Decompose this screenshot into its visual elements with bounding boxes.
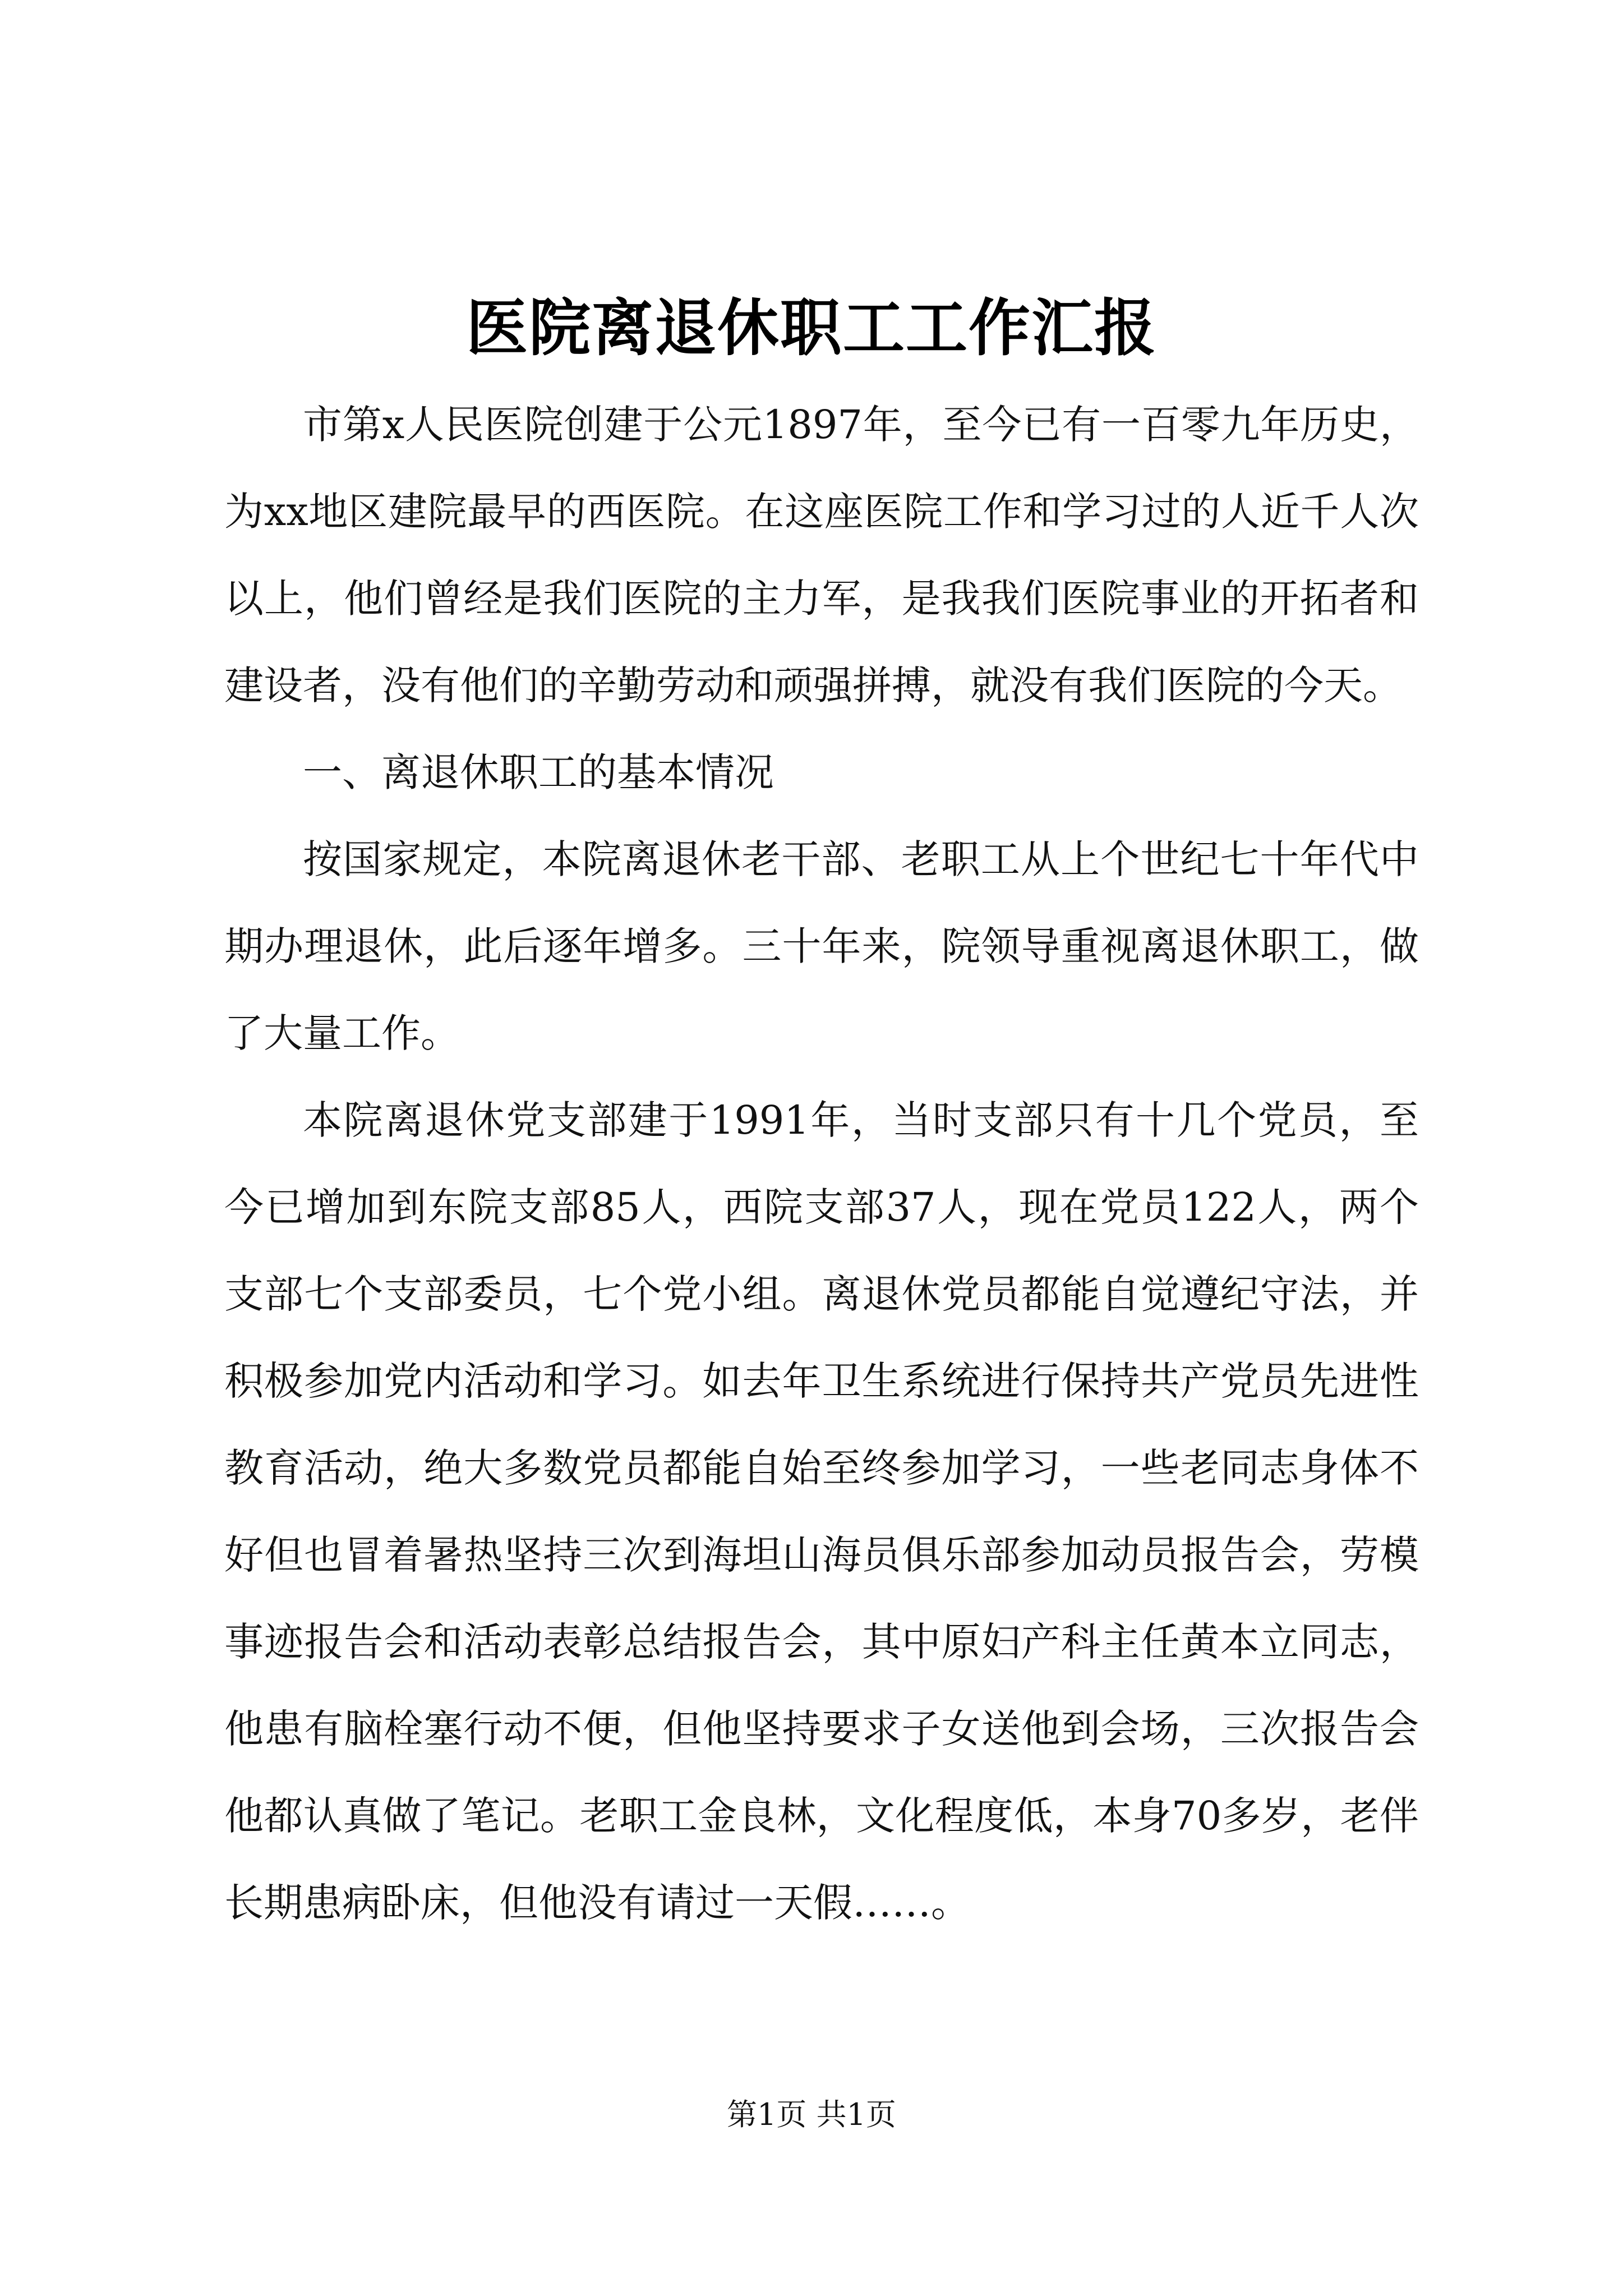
document-body bbox=[224, 381, 1419, 1947]
paragraph-intro: 市第x人民医院创建于公元1897年，至今已有一百零九年历史，为xx地区建院最早的西医院。在这座医院工作和学习过的人近千人次以上，他们曾经是我们医院的主力军，是我我们医院事业的开拓者和建设者，没有他们的辛勤劳动和顽强拼搏，就没有我们医院的今天。 bbox=[224, 402, 1419, 708]
paragraph-regulations: 按国家规定，本院离退休老干部、老职工从上个世纪七十年代中期办理退休，此后逐年增多。三十年来，院领导重视离退休职工，做了大量工作。 bbox=[224, 836, 1419, 1056]
section-heading-basic-situation: 一、离退休职工的基本情况 bbox=[303, 749, 774, 795]
document-title: 医院离退休职工工作汇报 bbox=[466, 292, 1157, 364]
page-footer: 第1页 共1页 bbox=[727, 2097, 896, 2132]
paragraph-party-branch: 本院离退休党支部建于1991年，当时支部只有十几个党员，至今已增加到东院支部85人，西院支部37人，现在党员122人，两个支部七个支部委员，七个党小组。离退休党员都能自觉遵纪守法，并积极参加党内活动和学习。如去年卫生系统进行保持共产党员先进性教育活动，绝大多数党员都能自始至终参加学习，一些老同志身体不好但也冒着暑热坚持三次到海坦山海员俱乐部参加动员报告会，劳模事迹报告会和活动表彰总结报告会，其中原妇产科主任黄本立同志，他患有脑栓塞行动不便，但他坚持要求子女送他到会场，三次报告会他都认真做了笔记。老职工金良林，文化程度低，本身70多岁，老伴长期患病卧床，但他没有请过一天假……。 bbox=[224, 1097, 1419, 1926]
